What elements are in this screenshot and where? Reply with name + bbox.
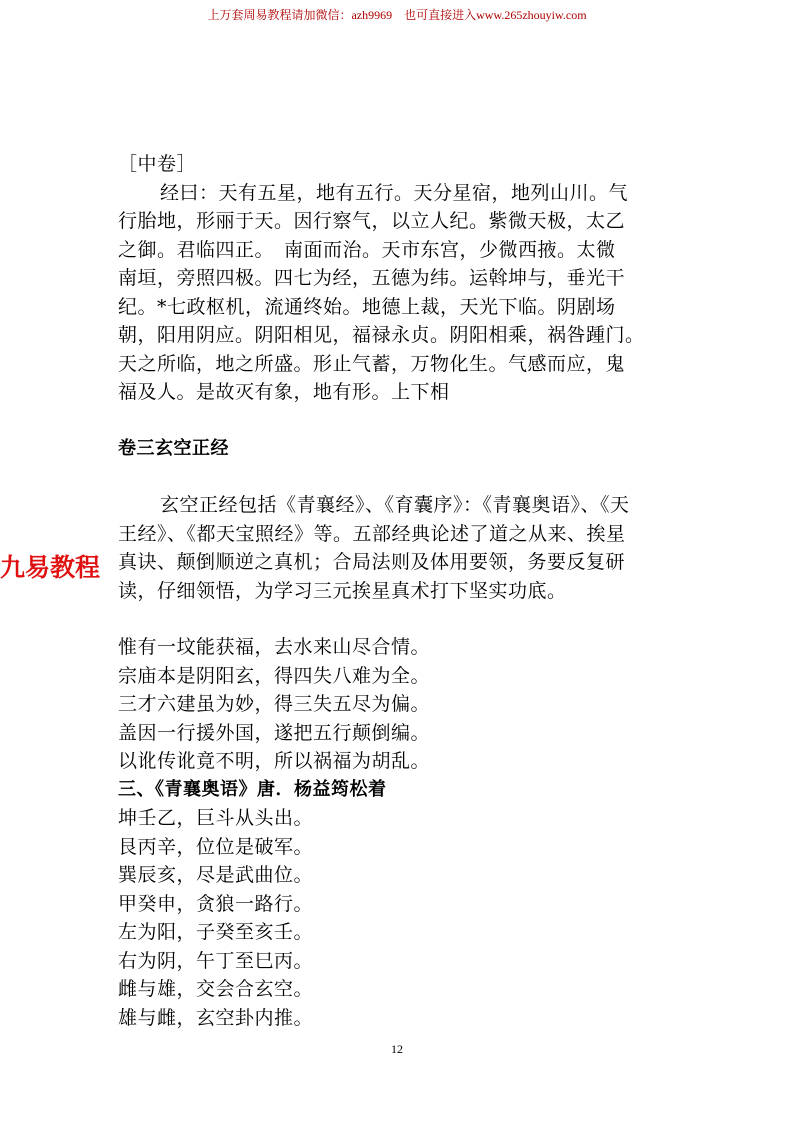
poem-line: 宗庙本是阴阳玄，得四失八难为全。 [118, 664, 431, 687]
intro-line: 王经》、《都天宝照经》等。五部经典论述了道之从来、挨星 [118, 522, 626, 545]
verse-line: 巽辰亥，尽是武曲位。 [118, 864, 314, 886]
paragraph-line: 福及人。是故灭有象，地有形。上下相 [118, 381, 450, 403]
verse-line: 甲癸申，贪狼一路行。 [118, 892, 314, 915]
verse-line: 雌与雄，交会合玄空。 [118, 978, 314, 1000]
verse-line: 右为阴，午丁至巳丙。 [118, 949, 314, 972]
paragraph-line: 行胎地，形丽于天。因行察气，以立人纪。紫微天极，太乙 [118, 210, 626, 232]
paragraph-line: 之御。君临四正。 南面而治。天市东宫，少微西掖。太微 [118, 238, 616, 261]
paragraph-line: 纪。*七政枢机，流通终始。地德上裁，天光下临。阴剧场 [118, 295, 616, 318]
poem-line: 以讹传讹竟不明，所以祸福为胡乱。 [118, 750, 431, 772]
intro-line: 玄空正经包括《青襄经》、《育囊序》：《青襄奥语》、《天 [160, 494, 630, 516]
poem-line: 三才六建虽为妙，得三失五尽为偏。 [118, 693, 431, 715]
verse-line: 艮丙辛，位位是破军。 [118, 835, 314, 858]
paragraph-line: 朝，阳用阴应。阴阳相见，福禄永贞。阴阳相乘，祸咎踵门。 [118, 324, 645, 346]
paragraph-line: 天之所临，地之所盛。形止气蓄，万物化生。气感而应，鬼 [118, 352, 626, 375]
intro-line: 真诀、颠倒顺逆之真机；合局法则及体用要领，务要反复研 [118, 551, 626, 573]
verse-line: 坤壬乙，巨斗从头出。 [118, 807, 314, 829]
section-heading-qingnang: 三、《青襄奥语》唐．杨益筠松着 [118, 778, 387, 800]
spacer [118, 605, 678, 633]
paragraph-line: 经曰：天有五星，地有五行。天分星宿，地列山川。气 [160, 181, 629, 204]
verse-line: 雄与雌，玄空卦内推。 [118, 1006, 314, 1029]
poem-line: 盖因一行援外国，遂把五行颠倒编。 [118, 721, 431, 744]
verse-line: 左为阳，子癸至亥壬。 [118, 921, 314, 943]
paragraph-line: 南垣，旁照四极。四七为经，五德为纬。运斡坤与，垂光干 [118, 267, 626, 289]
section-title-middle-volume: ［中卷］ [118, 153, 197, 175]
spacer [118, 463, 678, 491]
watermark-logo: 九易教程 [0, 553, 101, 582]
page-number: 12 [391, 1042, 403, 1056]
spacer [118, 407, 678, 435]
header-banner: 上万套周易教程请加微信：azh9969 也可直接进入www.265zhouyiw.com [207, 8, 587, 22]
page-content [118, 150, 678, 1032]
poem-line: 惟有一坟能获福，去水来山尽合情。 [118, 636, 431, 658]
section-heading-volume-three: 卷三玄空正经 [118, 437, 229, 459]
intro-line: 读，仔细领悟，为学习三元挨星真术打下坚实功底。 [118, 579, 567, 602]
